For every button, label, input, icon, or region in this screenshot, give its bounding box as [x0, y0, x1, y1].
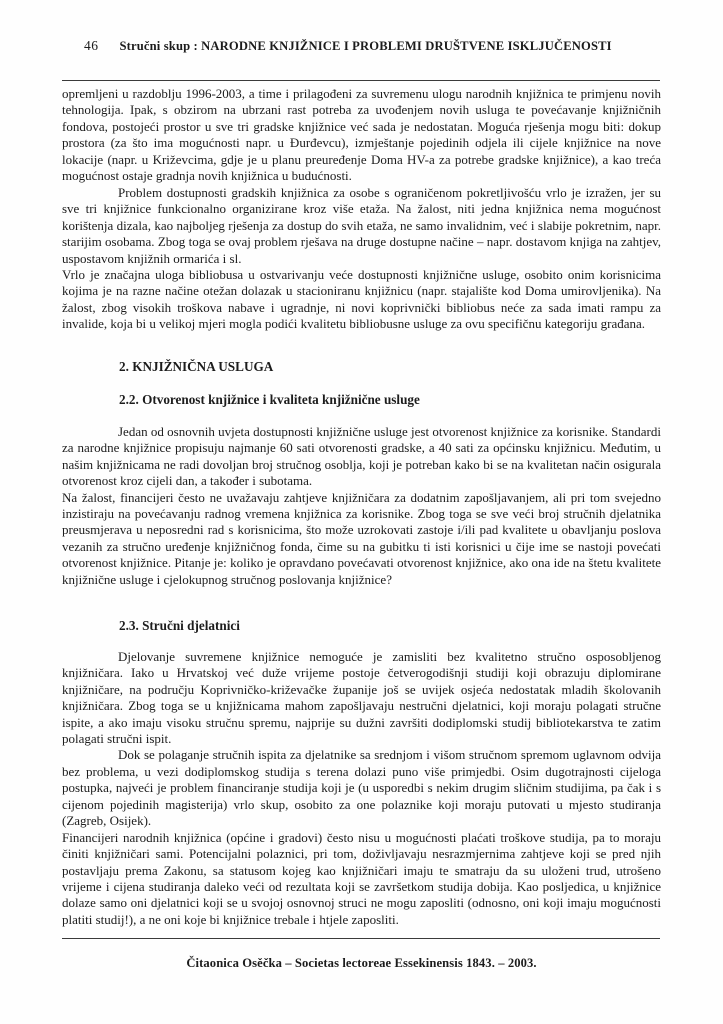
paragraph-funders: Na žalost, financijeri često ne uvažavaju zahtjeve knjižničara za dodatnim zapošljavanjem, ali pri tom svejedno inzistiraju na povećavanju radnog vremena knjižnica za korisnike. Zbog toga se sve veći broj stručnih djelatnika preusmjerava u neposredni rad s korisnicima, što može uzrokovati zastoje i/ili pad kvalitete u obavljanju poslova vezanih za stručno uređenje knjižničnog fonda, čime su na gubitku ti isti korisnici u čije ime se nastoji povećati otvorenost knjižnice. Pitanje je: koliko je opravdano povećavati otvorenost knjižnice, ako ona ide na štetu kvalitete knjižnične usluge i cjelokupnog stručnog poslovanja knjižnice? [62, 489, 661, 587]
paragraph-accessibility: Problem dostupnosti gradskih knjižnica za osobe s ograničenom pokretljivošću vrlo je izražen, jer su sve tri knjižnice funkcionalno organizirane kroz više etaža. Na žalost, niti jedna knjižnica nema mogućnost korištenja dizala, kao najboljeg rješenja za dostup do svih etaža, ne samo invalidnim, već i slabije pokretnim, napr. starijim osobama. Zbog toga se ovaj problem rješava na druge dostupne načine – napr. dostavom knjiga na zahtjev, uspostavom knjižnih ormarića i sl. [62, 184, 661, 266]
footer-text: Čitaonica Osěčka – Societas lectoreae Essekinensis 1843. – 2003. [186, 956, 537, 970]
page-header [84, 38, 663, 54]
paragraph-study-costs: Financijeri narodnih knjižnica (općine i gradovi) često nisu u mogućnosti plaćati troškove studija, pa to moraju činiti knjižničari sami. Potencijalni polaznici, pri tom, doživljavaju nesrazmjernima zahtjeve koji se pred njih postavljaju prema Zakonu, sa statusom kojeg kao knjižničari imaju te smatraju da su uloženi trud, utrošeno vrijeme i cijena studiranja daleko veći od rezultata koji se završetkom studija dobija. Kao posljedica, u knjižnice dolaze samo oni djelatnici koji se u svojoj osnovnoj struci ne mogu zaposliti (odnosno, oni koji imaju mogućnosti platiti studij!), a ne oni koje bi knjižnice trebale i htjele zaposliti. [62, 829, 661, 927]
paragraph-professional-staff: Djelovanje suvremene knjižnice nemoguće je zamisliti bez kvalitetno stručno osposobljenog knjižničara. Iako u Hrvatskoj već duže vrijeme postoje četverogodišnji studiji koji obrazuju diplomirane knjižničare, na području Koprivničko-križevačke županije još se uvijek osjeća nedostatak mladih školovanih knjižničara. Zbog toga se u knjižnicama mahom zapošljavaju nestručni djelatnici, koji moraju polagati stručne ispite, a ako imaju visoku stručnu spremu, najprije su dužni završiti dodiplomski studij bibliotekarstva te zatim polagati stručni ispit. [62, 648, 661, 746]
running-header-title: Stručni skup : NARODNE KNJIŽNICE I PROBLEMI DRUŠTVENE ISKLJUČENOSTI [119, 39, 612, 53]
page-number: 46 [84, 38, 99, 53]
section-heading-2: 2. KNJIŽNIČNA USLUGA [119, 358, 274, 374]
document-body [62, 86, 661, 936]
header-rule [62, 80, 660, 81]
paragraph-opening-hours: Jedan od osnovnih uvjeta dostupnosti knjižnične usluge jest otvorenost knjižnice za korisnike. Standardi za narodne knjižnice propisuju najmanje 60 sati otvorenosti gradske, a 40 sati za općinsku knjižnicu. Međutim, u našim knjižnicama ne radi dovoljan broj stručnog osoblja, koji je potreban kako bi se na kvalitetan način osigurala otvorenost kroz cijeli dan, a također i subotama. [62, 423, 661, 489]
paragraph-exams: Dok se polaganje stručnih ispita za djelatnike sa srednjom i višom stručnom spremom uglavnom odvija bez problema, u vezi dodiplomskog studija s terena dolazi puno više primjedbi. Osim dugotrajnosti cijeloga postupka, najveći je problem financiranje studija koji je (u usporedbi s nekim drugim sličnim studijima, pa čak i s cijenom pojedinih magisterija) vrlo skup, osobito za one polaznike koji moraju putovati u mjesto studiranja (Zagreb, Osijek). [62, 747, 661, 829]
footer-rule [62, 938, 660, 939]
section-heading-2-2: 2.2. Otvorenost knjižnice i kvaliteta knjižnične usluge [119, 392, 420, 408]
paragraph-continuation: opremljeni u razdoblju 1996-2003, a time i prilagođeni za suvremenu ulogu narodnih knjižnica te primjenu novih tehnologija. Ipak, s obzirom na ubrzani rast potreba za uvođenjem novih usluga te povećavanje knjižničnih fondova, postojeći prostor u sve tri gradske knjižnice već sada je nedostatan. Moguća rješenja mogu biti: dokup prostora (za što ima mogućnosti napr. u Đurđevcu), izmještanje pojedinih odjela ili cijele knjižnice na nove lokacije (napr. u Križevcima, gdje je u planu preuređenje Doma HV-a za potrebe gradske knjižnice), a kao treća mogućnost ostaje gradnja novih knjižnica u budućnosti. [62, 86, 661, 184]
section-heading-2-3: 2.3. Stručni djelatnici [119, 618, 240, 634]
paragraph-bookmobile: Vrlo je značajna uloga bibliobusa u ostvarivanju veće dostupnosti knjižnične usluge, osobito onim korisnicima kojima je na razne načine otežan dolazak u stacioniranu knjižnicu (napr. stajalište kod Doma umirovljenika). Na žalost, zbog visokih troškova nabave i ugradnje, ni novi koprivnički bibliobus neće za sada imati rampu za invalide, koja bi u velikoj mjeri mogla podići kvalitetu bibliobusne usluge za ovu specifičnu kategoriju građana. [62, 266, 661, 332]
